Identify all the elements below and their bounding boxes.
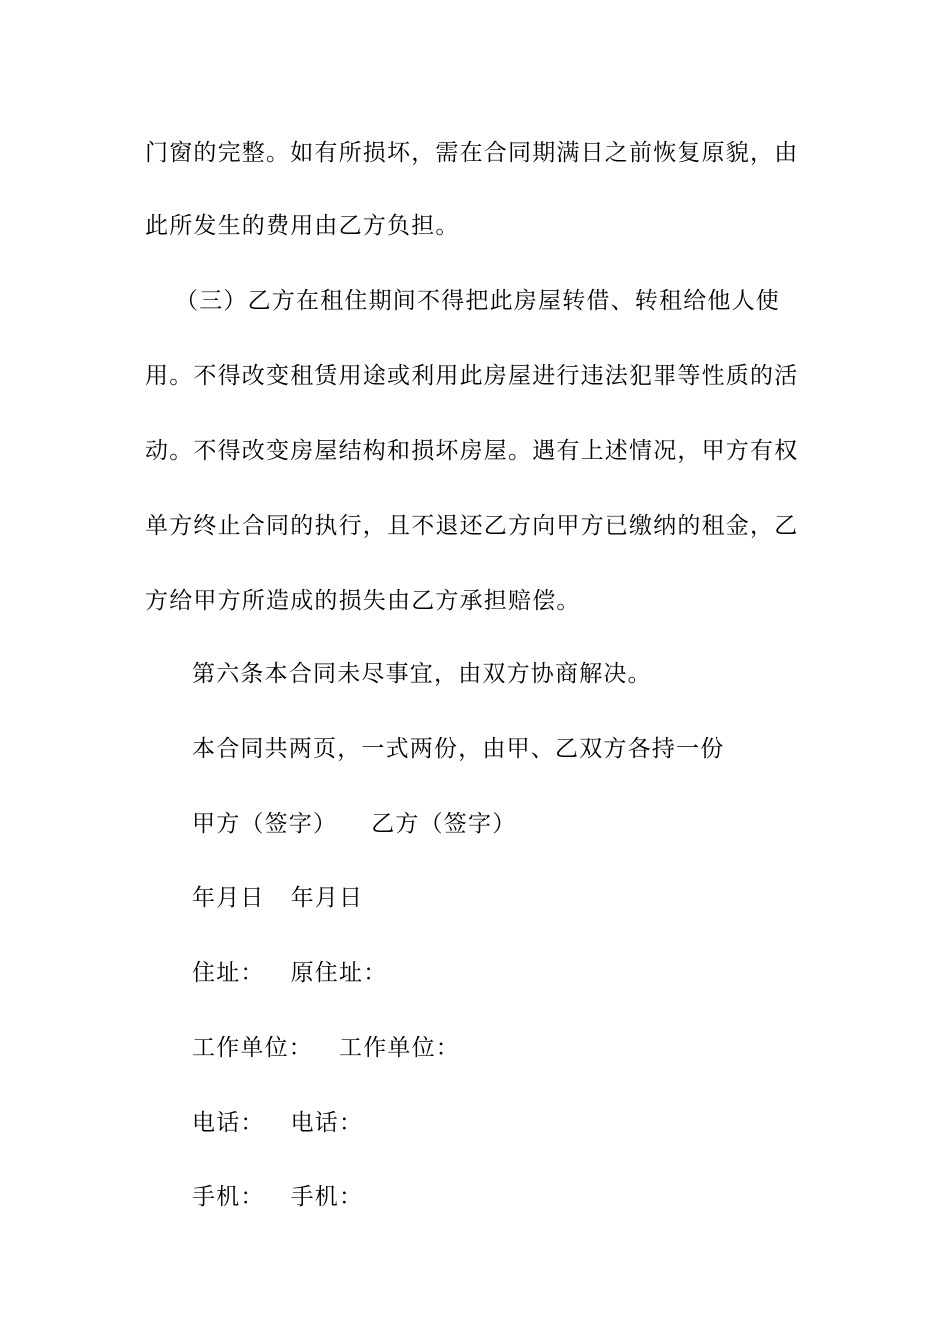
- mobile-party-b: 手机：: [290, 1184, 364, 1210]
- address-party-a: 住址：: [192, 960, 265, 986]
- mobile-row: [192, 1182, 363, 1212]
- paragraph-2-line-2: 用。不得改变租赁用途或利用此房屋进行违法犯罪等性质的活: [145, 363, 799, 389]
- phone-row: [192, 1108, 363, 1138]
- article-6: 第六条本合同未尽事宜，由双方协商解决。: [192, 661, 652, 687]
- paragraph-1-line-2: 此所发生的费用由乙方负担。: [145, 213, 460, 239]
- paragraph-1-line-1: 门窗的完整。如有所损坏，需在合同期满日之前恢复原貌，由: [145, 140, 799, 166]
- paragraph-2-line-5: 方给甲方所造成的损失由乙方承担赔偿。: [145, 588, 581, 614]
- paragraph-2-line-4: 单方终止合同的执行，且不退还乙方向甲方已缴纳的租金，乙: [145, 513, 799, 539]
- employer-party-a: 工作单位：: [192, 1035, 313, 1061]
- date-party-a: 年月日: [192, 885, 265, 911]
- copies-note: 本合同共两页，一式两份，由甲、乙双方各持一份: [192, 736, 725, 762]
- paragraph-2-line-1: （三）乙方在租住期间不得把此房屋转借、转租给他人使: [175, 288, 780, 314]
- paragraph-2-line-3: 动。不得改变房屋结构和损坏房屋。遇有上述情况，甲方有权: [145, 438, 799, 464]
- date-party-b: 年月日: [290, 885, 364, 911]
- employer-party-b: 工作单位：: [339, 1035, 460, 1061]
- signature-party-a: 甲方（签字）: [192, 811, 338, 837]
- phone-party-b: 电话：: [290, 1110, 364, 1136]
- address-party-b: 原住址：: [290, 960, 388, 986]
- date-row: [192, 883, 363, 913]
- signature-party-b: 乙方（签字）: [371, 811, 517, 837]
- employer-row: [192, 1033, 460, 1063]
- address-row: [192, 958, 387, 988]
- signature-row: [192, 809, 516, 839]
- phone-party-a: 电话：: [192, 1110, 265, 1136]
- mobile-party-a: 手机：: [192, 1184, 265, 1210]
